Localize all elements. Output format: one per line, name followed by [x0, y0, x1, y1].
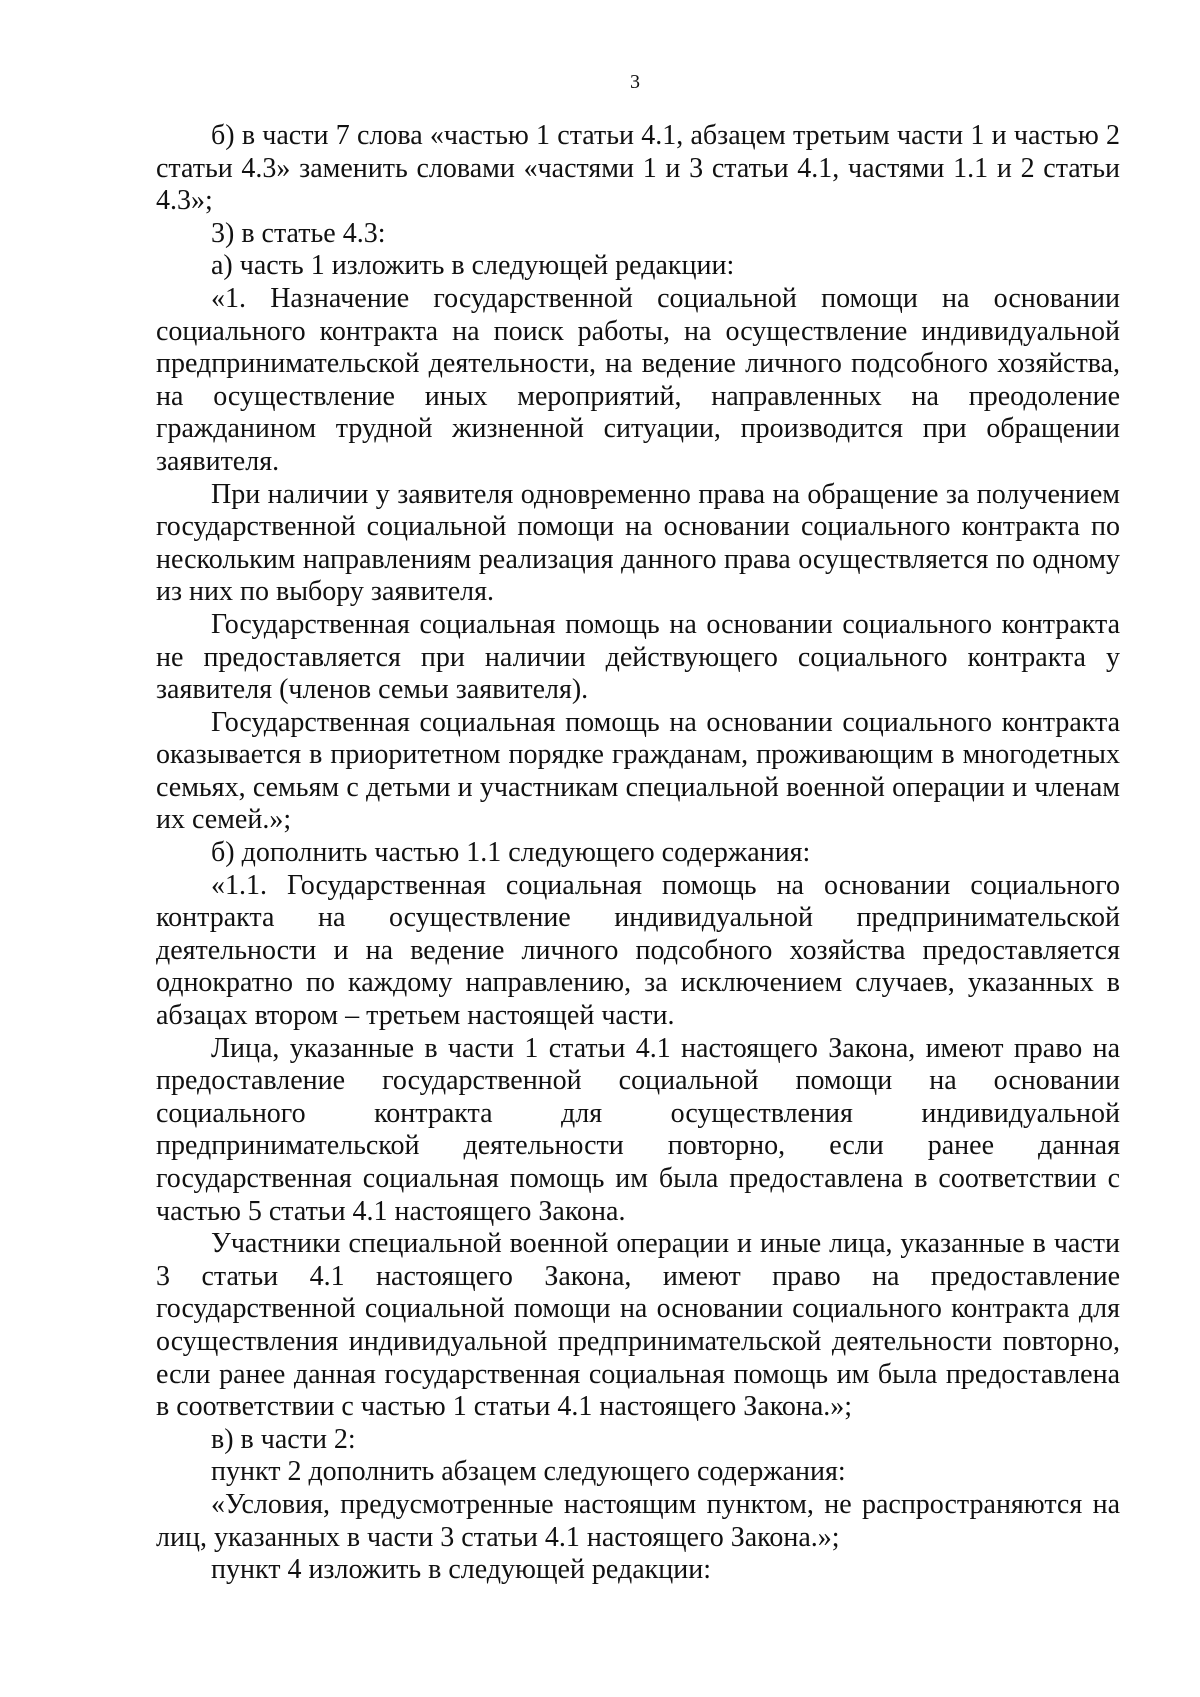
paragraph-multiple-directions: При наличии у заявителя одновременно права на обращение за получением государственной социальной помощи на основании социального контракта по нескольким направлениям реализация данного права осуществляется по одному из них по выбору заявителя. [156, 478, 1120, 608]
paragraph-repeat-part-1: Лица, указанные в части 1 статьи 4.1 настоящего Закона, имеют право на предоставление государственной социальной помощи на основании социального контракта для осуществления индивидуальной предпринимательской деятельности повторно, если ранее данная государственная социальная помощь им была предоставлена в соответствии с частью 5 статьи 4.1 настоящего Закона. [156, 1032, 1120, 1227]
paragraph-part-1-1-intro: б) дополнить частью 1.1 следующего содержания: [211, 837, 811, 869]
paragraph-repeat-part-3: Участники специальной военной операции и иные лица, указанные в части 3 статьи 4.1 настоящего Закона, имеют право на предоставление государственной социальной помощи на основании социального контракта для осуществления индивидуальной предпринимательской деятельности повторно, если ранее данная государственная социальная помощь им была предоставлена в соответствии с частью 1 статьи 4.1 настоящего Закона.»; [156, 1228, 1120, 1423]
paragraph-part-1-text: «1. Назначение государственной социальной помощи на основании социального контракта на поиск работы, на осуществление индивидуальной предпринимательской деятельности, на ведение личного подсобного хозяйства, на осуществление иных мероприятий, направленных на преодоление гражданином трудной жизненной ситуации, производится при обращении заявителя. [156, 282, 1120, 477]
paragraph-priority: Государственная социальная помощь на основании социального контракта оказывается в приоритетном порядке гражданам, проживающим в многодетных семьях, семьям с детьми и участникам специальной военной операции и членам их семей.»; [156, 706, 1120, 836]
paragraph-item-4: пункт 4 изложить в следующей редакции: [211, 1554, 711, 1586]
paragraph-part-1-1-text: «1.1. Государственная социальная помощь на основании социального контракта на осуществление индивидуальной предпринимательской деятельности и на ведение личного подсобного хозяйства предоставляется однократно по каждому направлению, за исключением случаев, указанных в абзацах втором – третьем настоящей части. [156, 869, 1120, 1032]
paragraph-item-2: пункт 2 дополнить абзацем следующего содержания: [211, 1456, 846, 1488]
page-number: 3 [630, 71, 640, 93]
paragraph-amend-part-7: б) в части 7 слова «частью 1 статьи 4.1, абзацем третьим части 1 и частью 2 статьи 4.3» заменить словами «частями 1 и 3 статьи 4.1, частями 1.1 и 2 статьи 4.3»; [156, 120, 1120, 217]
paragraph-part-1-intro: а) часть 1 изложить в следующей редакции: [211, 250, 735, 282]
paragraph-conditions: «Условия, предусмотренные настоящим пунктом, не распространяются на лиц, указанных в части 3 статьи 4.1 настоящего Закона.»; [156, 1488, 1120, 1553]
paragraph-article-4-3: 3) в статье 4.3: [211, 217, 386, 249]
paragraph-active-contract: Государственная социальная помощь на основании социального контракта не предоставляется при наличии действующего социального контракта у заявителя (членов семьи заявителя). [156, 608, 1120, 706]
paragraph-part-2-intro: в) в части 2: [211, 1423, 356, 1455]
document-body [156, 120, 1120, 1587]
